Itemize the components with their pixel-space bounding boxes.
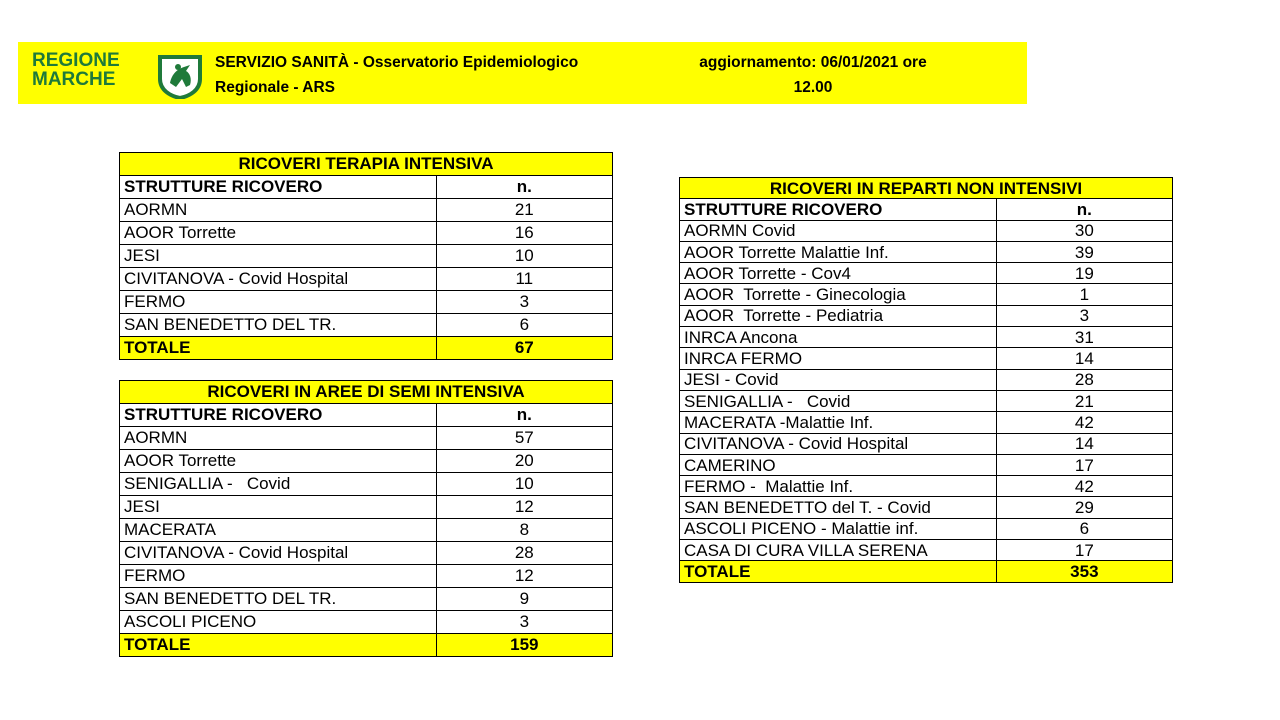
patient-count: 12 <box>436 565 612 588</box>
semi-intensiva-table <box>119 380 613 657</box>
total-label: TOTALE <box>120 634 437 657</box>
structure-name: AOOR Torrette Malattie Inf. <box>680 241 997 262</box>
update-info <box>668 50 958 100</box>
table-row <box>680 454 1173 475</box>
patient-count: 19 <box>996 263 1172 284</box>
table-row <box>120 314 613 337</box>
update-line1: aggiornamento: 06/01/2021 ore <box>699 54 927 71</box>
logo-text <box>32 51 120 89</box>
table-row <box>680 348 1173 369</box>
table-row <box>680 369 1173 390</box>
structure-name: SAN BENEDETTO DEL TR. <box>120 314 437 337</box>
terapia-intensiva-table <box>119 152 613 360</box>
patient-count: 3 <box>996 305 1172 326</box>
table-row <box>120 588 613 611</box>
total-value: 353 <box>996 561 1172 582</box>
structure-name: CASA DI CURA VILLA SERENA <box>680 540 997 561</box>
structure-name: SAN BENEDETTO del T. - Covid <box>680 497 997 518</box>
table-row <box>120 245 613 268</box>
non-intensivi-table <box>679 177 1173 583</box>
structure-name: MACERATA -Malattie Inf. <box>680 412 997 433</box>
patient-count: 17 <box>996 540 1172 561</box>
patient-count: 21 <box>436 199 612 222</box>
structure-name: FERMO <box>120 565 437 588</box>
service-title <box>215 50 578 100</box>
patient-count: 28 <box>996 369 1172 390</box>
column-header-n: n. <box>996 199 1172 220</box>
logo-line2: MARCHE <box>32 69 116 90</box>
structure-name: CIVITANOVA - Covid Hospital <box>120 268 437 291</box>
table-row <box>680 412 1173 433</box>
structure-name: MACERATA <box>120 519 437 542</box>
patient-count: 3 <box>436 291 612 314</box>
structure-name: CIVITANOVA - Covid Hospital <box>120 542 437 565</box>
table-title: RICOVERI TERAPIA INTENSIVA <box>120 153 613 176</box>
table-row <box>120 291 613 314</box>
patient-count: 6 <box>996 518 1172 539</box>
table-row <box>680 518 1173 539</box>
patient-count: 3 <box>436 611 612 634</box>
structure-name: JESI - Covid <box>680 369 997 390</box>
table-row <box>680 433 1173 454</box>
structure-name: AORMN Covid <box>680 220 997 241</box>
header-banner <box>18 42 1027 104</box>
patient-count: 6 <box>436 314 612 337</box>
patient-count: 39 <box>996 241 1172 262</box>
shield-icon <box>156 53 204 99</box>
structure-name: AORMN <box>120 427 437 450</box>
structure-name: JESI <box>120 245 437 268</box>
structure-name: AOOR Torrette - Ginecologia <box>680 284 997 305</box>
patient-count: 11 <box>436 268 612 291</box>
logo-line1: REGIONE <box>32 50 120 71</box>
structure-name: SAN BENEDETTO DEL TR. <box>120 588 437 611</box>
table-row <box>120 222 613 245</box>
patient-count: 29 <box>996 497 1172 518</box>
table-row <box>120 565 613 588</box>
patient-count: 31 <box>996 327 1172 348</box>
total-value: 67 <box>436 337 612 360</box>
table-row <box>680 327 1173 348</box>
patient-count: 57 <box>436 427 612 450</box>
table-row <box>680 220 1173 241</box>
table-row <box>120 450 613 473</box>
regione-marche-logo <box>32 51 192 97</box>
table-title: RICOVERI IN REPARTI NON INTENSIVI <box>680 178 1173 199</box>
structure-name: CIVITANOVA - Covid Hospital <box>680 433 997 454</box>
table-row <box>120 268 613 291</box>
table-row <box>680 241 1173 262</box>
total-value: 159 <box>436 634 612 657</box>
patient-count: 10 <box>436 473 612 496</box>
table-row <box>680 476 1173 497</box>
table-row <box>680 390 1173 411</box>
service-line2: Regionale - ARS <box>215 79 335 96</box>
patient-count: 21 <box>996 390 1172 411</box>
patient-count: 10 <box>436 245 612 268</box>
column-header-n: n. <box>436 404 612 427</box>
patient-count: 1 <box>996 284 1172 305</box>
structure-name: SENIGALLIA - Covid <box>120 473 437 496</box>
patient-count: 16 <box>436 222 612 245</box>
patient-count: 30 <box>996 220 1172 241</box>
total-label: TOTALE <box>680 561 997 582</box>
table-title: RICOVERI IN AREE DI SEMI INTENSIVA <box>120 381 613 404</box>
column-header-strutture: STRUTTURE RICOVERO <box>680 199 997 220</box>
table-row <box>680 284 1173 305</box>
total-label: TOTALE <box>120 337 437 360</box>
column-header-n: n. <box>436 176 612 199</box>
table-row <box>120 473 613 496</box>
patient-count: 12 <box>436 496 612 519</box>
patient-count: 42 <box>996 412 1172 433</box>
structure-name: ASCOLI PICENO <box>120 611 437 634</box>
table-row <box>120 199 613 222</box>
column-header-strutture: STRUTTURE RICOVERO <box>120 404 437 427</box>
patient-count: 9 <box>436 588 612 611</box>
structure-name: INRCA FERMO <box>680 348 997 369</box>
patient-count: 17 <box>996 454 1172 475</box>
table-row <box>680 263 1173 284</box>
structure-name: AORMN <box>120 199 437 222</box>
column-header-strutture: STRUTTURE RICOVERO <box>120 176 437 199</box>
table-row <box>120 611 613 634</box>
table-row <box>680 540 1173 561</box>
patient-count: 14 <box>996 433 1172 454</box>
patient-count: 8 <box>436 519 612 542</box>
patient-count: 14 <box>996 348 1172 369</box>
table-row <box>680 497 1173 518</box>
structure-name: FERMO - Malattie Inf. <box>680 476 997 497</box>
patient-count: 28 <box>436 542 612 565</box>
service-line1: SERVIZIO SANITÀ - Osservatorio Epidemiologico <box>215 54 579 71</box>
structure-name: ASCOLI PICENO - Malattie inf. <box>680 518 997 539</box>
structure-name: AOOR Torrette <box>120 450 437 473</box>
table-row <box>120 542 613 565</box>
structure-name: JESI <box>120 496 437 519</box>
structure-name: AOOR Torrette <box>120 222 437 245</box>
table-row <box>120 519 613 542</box>
patient-count: 42 <box>996 476 1172 497</box>
structure-name: FERMO <box>120 291 437 314</box>
update-line2: 12.00 <box>793 79 833 96</box>
structure-name: SENIGALLIA - Covid <box>680 390 997 411</box>
structure-name: CAMERINO <box>680 454 997 475</box>
structure-name: INRCA Ancona <box>680 327 997 348</box>
table-row <box>120 427 613 450</box>
structure-name: AOOR Torrette - Pediatria <box>680 305 997 326</box>
patient-count: 20 <box>436 450 612 473</box>
structure-name: AOOR Torrette - Cov4 <box>680 263 997 284</box>
table-row <box>680 305 1173 326</box>
table-row <box>120 496 613 519</box>
